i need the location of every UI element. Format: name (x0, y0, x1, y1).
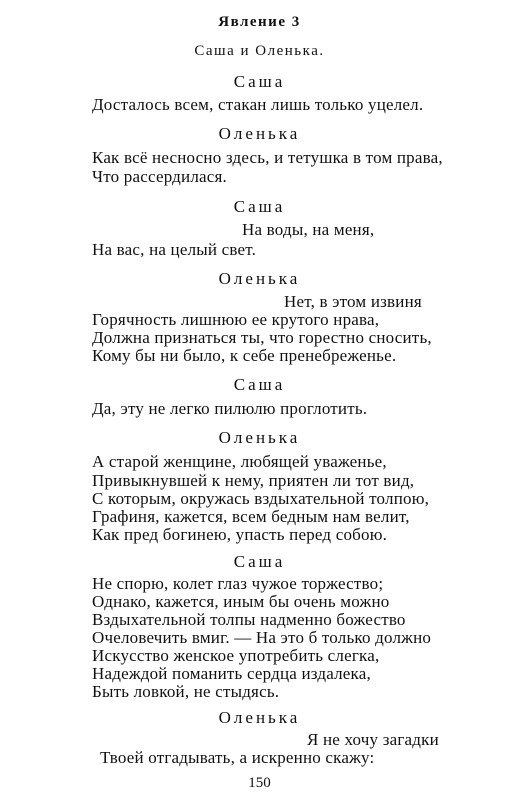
verse-line: На воды, на меня, (242, 220, 375, 239)
speaker-olenka: Оленька (218, 708, 301, 727)
verse-line: Горячность лишнюю ее крутого нрава, (92, 310, 380, 329)
verse-line: Нет, в этом извиня (284, 292, 422, 311)
verse-line: Быть ловкой, не стыдясь. (92, 682, 280, 701)
verse-line: Досталось всем, стакан лишь только уцелел. (92, 95, 424, 114)
scene-cast: Саша и Оленька. (194, 43, 325, 59)
speaker-sasha: Саша (233, 197, 286, 216)
verse-line: С которым, окружась вздыхательной толпою, (92, 489, 430, 508)
verse-line: Как всё несносно здесь, и тетушка в том права, (92, 148, 443, 167)
verse-line: Вздыхательной толпы надменно божество (92, 610, 406, 629)
verse-line: Искусство женское употребить слегка, (92, 646, 380, 665)
verse-line: Кому бы ни было, к себе пренебреженье. (92, 346, 397, 365)
verse-line: Что рассердилася. (92, 167, 227, 186)
speaker-sasha: Саша (233, 552, 286, 571)
verse-line: Твоей отгадывать, а искренно скажу: (100, 748, 375, 767)
verse-line: Надеждой поманить сердца издалека, (92, 664, 371, 683)
scene-title: Явление 3 (218, 14, 301, 30)
speaker-sasha: Саша (233, 375, 286, 394)
verse-line: Привыкнувшей к нему, приятен ли тот вид, (92, 471, 415, 490)
speaker-olenka: Оленька (218, 428, 301, 447)
verse-line: Я не хочу загадки (307, 730, 439, 749)
speaker-sasha: Саша (233, 72, 286, 91)
verse-line: На вас, на целый свет. (92, 240, 257, 259)
verse-line: Однако, кажется, иным бы очень можно (92, 592, 390, 611)
speaker-olenka: Оленька (218, 124, 301, 143)
verse-line: А старой женщине, любящей уваженье, (92, 452, 387, 471)
page-number: 150 (248, 775, 271, 791)
verse-line: Очеловечить вмиг. — На это б только должно (92, 628, 432, 647)
verse-line: Графиня, кажется, всем бедным нам велит, (92, 507, 410, 526)
verse-line: Да, эту не легко пилюлю проглотить. (92, 399, 368, 418)
verse-line: Должна признаться ты, что горестно сносить, (92, 328, 432, 347)
speaker-olenka: Оленька (218, 269, 301, 288)
verse-line: Как пред богинею, упасть перед собою. (92, 525, 388, 544)
verse-line: Не спорю, колет глаз чужое торжество; (92, 574, 384, 593)
